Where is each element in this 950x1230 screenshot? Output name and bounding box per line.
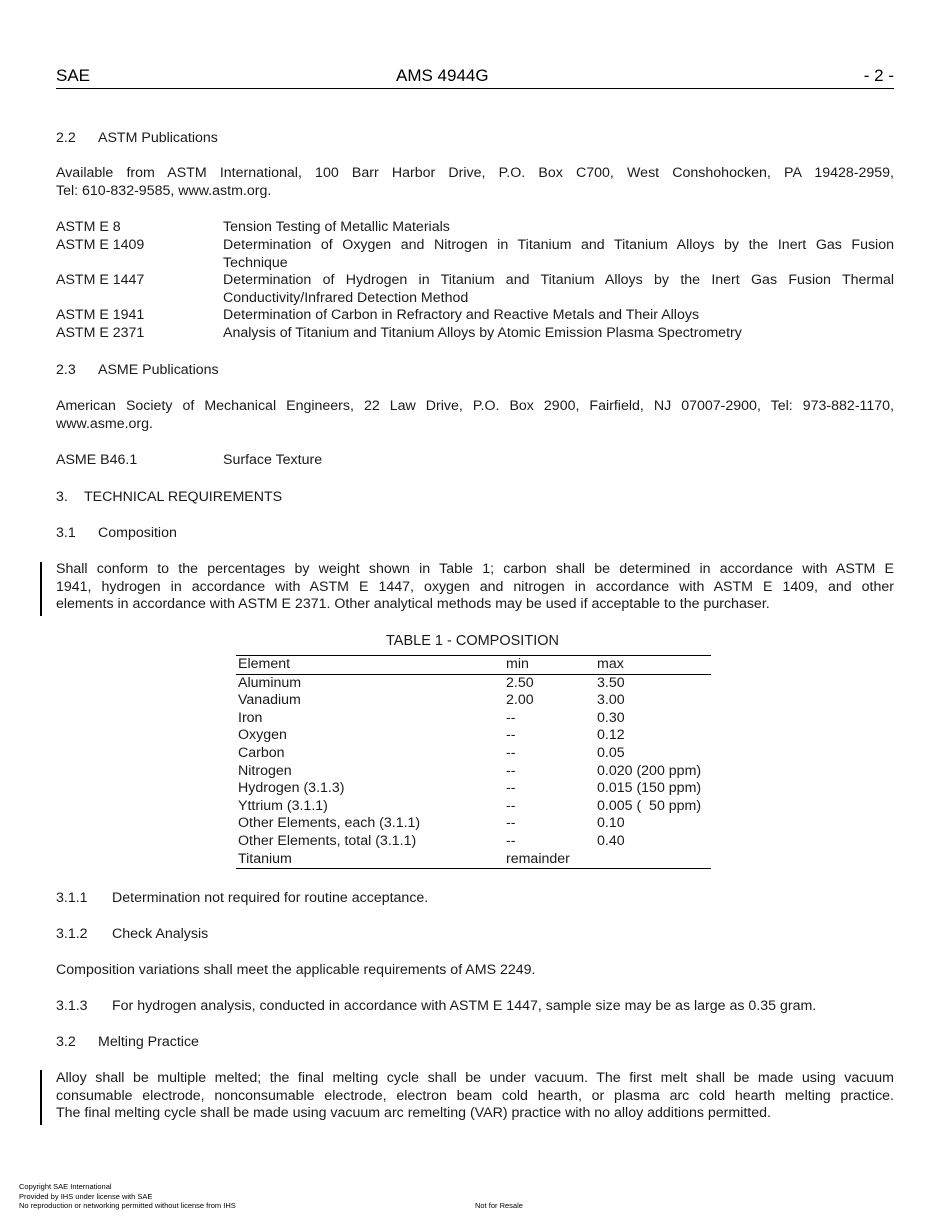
cell-max: 0.12 xyxy=(597,727,625,744)
table-row xyxy=(236,798,711,816)
copyright-notice: Copyright SAE International Provided by IHS under license with SAE No reproduction or networking permitted without license from IHS xyxy=(19,1182,236,1210)
cell-max: 3.00 xyxy=(597,692,625,709)
cell-element: Carbon xyxy=(238,744,285,761)
table-row xyxy=(236,674,711,692)
header-doc-number: AMS 4944G xyxy=(396,66,489,85)
table-row xyxy=(236,727,711,745)
column-header-max: max xyxy=(595,656,711,675)
cell-max: 0.05 xyxy=(597,744,625,761)
column-header-element: Element xyxy=(236,656,504,675)
cell-element: Hydrogen (3.1.3) xyxy=(238,780,345,797)
cell-element: Vanadium xyxy=(238,692,301,709)
cell-min: -- xyxy=(506,762,516,779)
section-2-2-heading: 2.2 ASTM Publications xyxy=(56,130,218,146)
cell-element: Yttrium (3.1.1) xyxy=(238,797,328,814)
cell-min: -- xyxy=(506,727,516,744)
section-2-3-intro: American Society of Mechanical Engineers, 22 Law Drive, P.O. Box 2900, Fairfield, NJ 07007-2900, Tel: 973-882-1170, www.asme.org. xyxy=(56,398,894,432)
cell-max: 0.10 xyxy=(597,815,625,832)
table-header-row xyxy=(236,656,711,675)
cell-min: remainder xyxy=(504,851,595,869)
table-row xyxy=(236,851,711,869)
cell-min: -- xyxy=(506,832,516,849)
cell-min: -- xyxy=(506,709,516,726)
cell-element: Iron xyxy=(238,709,263,726)
reference-astm-e1409: ASTM E 1409 Determination of Oxygen and Nitrogen in Titanium and Titanium Alloys by the Inert Gas Fusion Technique xyxy=(56,237,894,271)
table-row xyxy=(236,763,711,781)
cell-max: 0.020 (200 ppm) xyxy=(597,762,702,779)
cell-min: 2.50 xyxy=(506,674,534,691)
cell-max: 0.015 (150 ppm) xyxy=(597,780,702,797)
page-header xyxy=(56,66,894,89)
table-row xyxy=(236,780,711,798)
table-row xyxy=(236,745,711,763)
reference-astm-e1447: ASTM E 1447 Determination of Hydrogen in Titanium and Titanium Alloys by the Inert Gas Fusion Thermal Conductivity/Infrared Detection Method xyxy=(56,272,894,306)
cell-min: -- xyxy=(506,815,516,832)
cell-element: Aluminum xyxy=(238,674,302,691)
column-header-min: min xyxy=(504,656,595,675)
section-2-2-intro: Available from ASTM International, 100 Barr Harbor Drive, P.O. Box C700, West Conshohocken, PA 19428-2959, Tel: 610-832-9585, www.astm.org. xyxy=(56,165,894,199)
header-page-number: - 2 - xyxy=(863,66,894,85)
cell-element: Other Elements, total (3.1.1) xyxy=(238,832,417,849)
composition-table xyxy=(236,655,711,869)
revision-change-bar xyxy=(40,562,42,616)
table-title: TABLE 1 - COMPOSITION xyxy=(386,633,559,649)
table-row xyxy=(236,815,711,833)
header-org: SAE xyxy=(56,66,91,85)
section-2-3-heading: 2.3 ASME Publications xyxy=(56,362,219,378)
cell-element: Nitrogen xyxy=(238,762,292,779)
revision-change-bar xyxy=(40,1070,42,1125)
table-row xyxy=(236,710,711,728)
cell-min: -- xyxy=(506,780,516,797)
cell-min: -- xyxy=(506,744,516,761)
reference-astm-e1941: ASTM E 1941 Determination of Carbon in Refractory and Reactive Metals and Their Alloys xyxy=(56,307,700,323)
table-row xyxy=(236,692,711,710)
cell-max: 0.30 xyxy=(597,709,625,726)
section-3-1-text: Shall conform to the percentages by weight shown in Table 1; carbon shall be determined in accordance with ASTM E 1941, hydrogen in accordance with ASTM E 1447, oxygen and nitrogen in accordance with ASTM E 1409, and other elements in accordance with ASTM E 2371. Other analytical methods may be used if acceptable to the purchaser. xyxy=(56,561,894,612)
cell-max: 0.40 xyxy=(597,832,625,849)
section-3-1-3: 3.1.3 For hydrogen analysis, conducted in accordance with ASTM E 1447, sample size may be as large as 0.35 gram. xyxy=(56,998,817,1014)
cell-min: -- xyxy=(506,797,516,814)
cell-min: 2.00 xyxy=(506,692,534,709)
cell-element: Titanium xyxy=(236,851,504,869)
section-3-1-2-heading: 3.1.2 Check Analysis xyxy=(56,926,209,942)
section-3-2-heading: 3.2 Melting Practice xyxy=(56,1034,199,1050)
section-3-1-1: 3.1.1 Determination not required for routine acceptance. xyxy=(56,890,429,906)
cell-max: 0.005 ( 50 ppm) xyxy=(597,797,702,814)
reference-asme-b46-1: ASME B46.1 Surface Texture xyxy=(56,452,323,468)
section-3-2-text: Alloy shall be multiple melted; the final melting cycle shall be under vacuum. The first melt shall be made using vacuum consumable electrode, nonconsumable electrode, electron beam cold hearth, or plasma arc cold hearth melting practice. The final melting cycle shall be made using vacuum arc remelting (VAR) practice with no alloy additions permitted. xyxy=(56,1070,894,1121)
section-3-1-2-text: Composition variations shall meet the applicable requirements of AMS 2249. xyxy=(56,962,536,978)
reference-astm-e2371: ASTM E 2371 Analysis of Titanium and Titanium Alloys by Atomic Emission Plasma Spectrometry xyxy=(56,325,742,341)
resale-notice: Not for Resale xyxy=(475,1201,523,1210)
cell-max: 3.50 xyxy=(597,674,625,691)
reference-astm-e8: ASTM E 8 Tension Testing of Metallic Materials xyxy=(56,219,450,235)
cell-element: Other Elements, each (3.1.1) xyxy=(238,815,421,832)
cell-max xyxy=(595,851,711,869)
section-3-1-heading: 3.1 Composition xyxy=(56,525,177,541)
cell-element: Oxygen xyxy=(238,727,287,744)
table-row xyxy=(236,833,711,851)
section-3-heading: 3. TECHNICAL REQUIREMENTS xyxy=(56,489,283,505)
